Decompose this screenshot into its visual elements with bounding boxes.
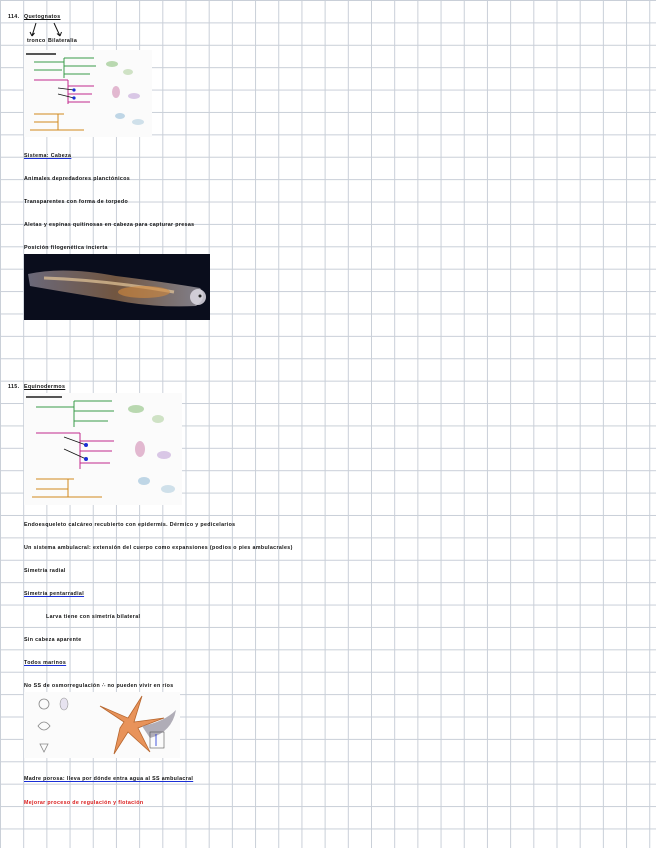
arrow-worm-photo: [24, 254, 210, 320]
section1-title: Quetognatos: [24, 14, 61, 20]
section2-line-6: Sin cabeza aparente: [24, 637, 82, 643]
section1-line-2: Animales depredadores planctónicos: [24, 176, 131, 182]
section2-line-9: Madre porosa: lleva por dónde entra agua al SS ambulacral: [24, 776, 194, 782]
section2-line-10: Mejorar proceso de regulación y flotación: [24, 800, 144, 806]
sea-star-anatomy-figure: [24, 692, 180, 758]
section2-title: Equinodermos: [24, 384, 66, 390]
branch-arrows-icon: [24, 22, 74, 38]
section2-number: 115.: [8, 384, 20, 390]
phylogeny-figure-1: [24, 50, 152, 137]
section2-line-4: Simetría pentarradial: [24, 591, 85, 597]
section2-line-1: Endoesqueleto calcáreo recubierto con epidermis. Dérmico y pedicelarios: [24, 522, 236, 528]
phylogeny-figure-2: [24, 393, 182, 505]
section1-number: 114.: [8, 14, 20, 20]
section1-line-4: Aletas y espinas quitinosas en cabeza para capturar presas: [24, 222, 195, 228]
branch-left-label: tronco: [27, 38, 46, 44]
section2-line-3: Simetría radial: [24, 568, 66, 574]
branch-right-label: Bilateralia: [48, 38, 78, 44]
section1-line-5: Posición filogenética incierta: [24, 245, 108, 251]
section2-line-8: No SS de osmorregulación ∴ no pueden vivir en ríos: [24, 683, 174, 689]
section2-line-5: Larva tiene con simetría bilateral: [46, 614, 141, 620]
section2-line-7: Todos marinos: [24, 660, 67, 666]
section1-line-1: Sistema: Cabeza: [24, 153, 72, 159]
section2-line-2: Un sistema ambulacral: extensión del cuerpo como expansiones (podios o pies ambulacrales): [24, 545, 293, 551]
section1-line-3: Transparentes con forma de torpedo: [24, 199, 129, 205]
